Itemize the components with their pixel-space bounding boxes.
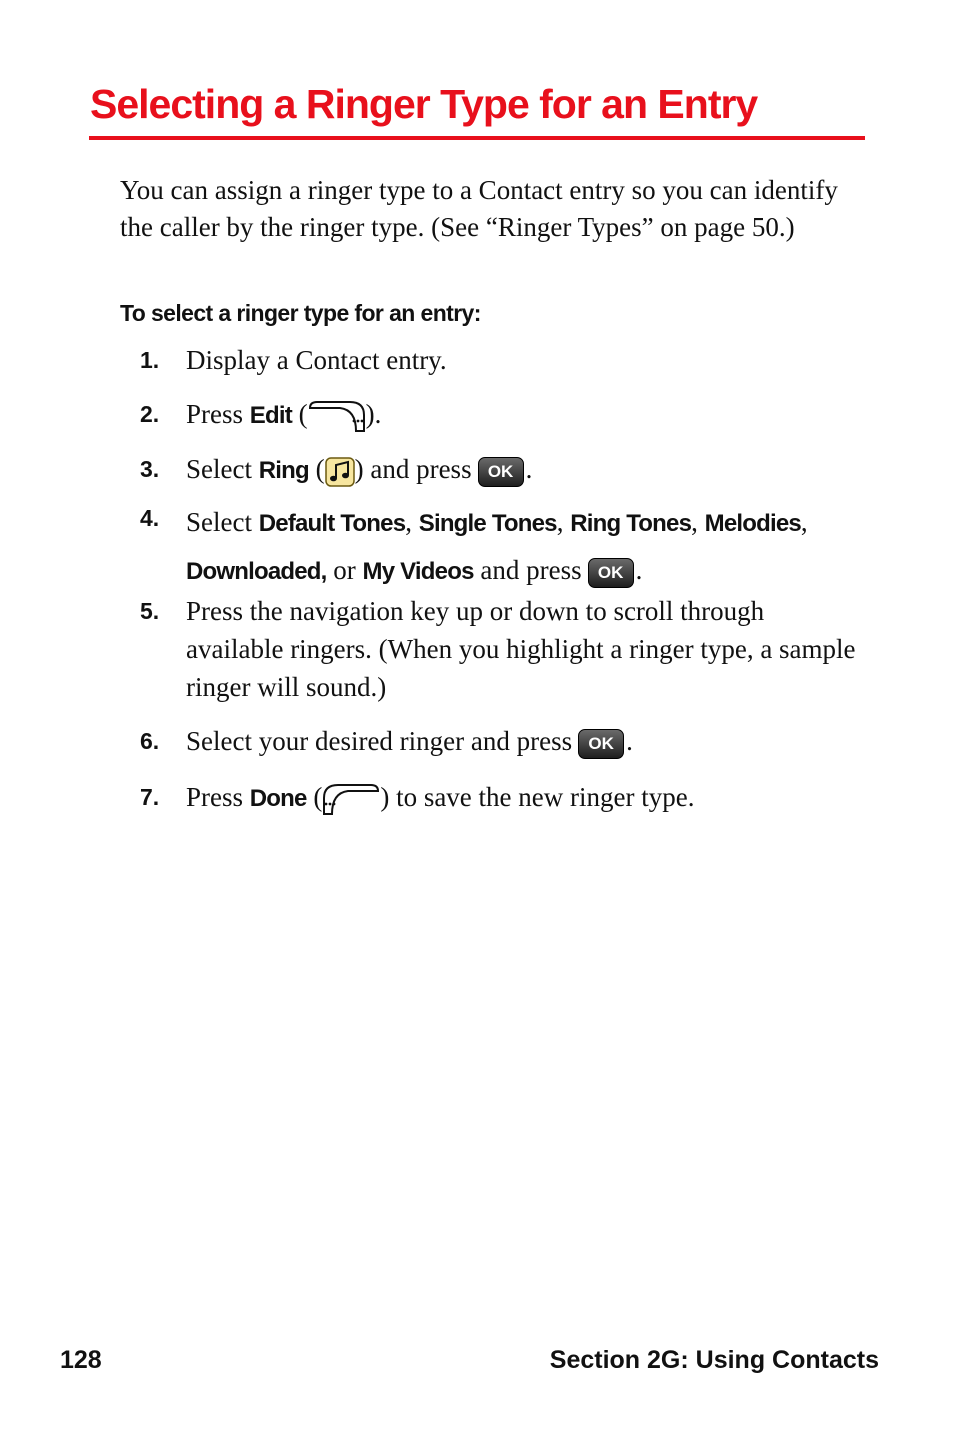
step-text-part: Select your desired ringer and press xyxy=(186,726,573,756)
step-text-part: ( xyxy=(306,782,323,812)
step-text xyxy=(186,450,866,490)
step-text: Display a Contact entry. xyxy=(186,345,447,375)
step-text-part: Press xyxy=(186,399,250,429)
step-text-part: , xyxy=(556,507,571,537)
step-text-part: . xyxy=(635,555,643,585)
step-number: 2. xyxy=(140,401,160,427)
step-text xyxy=(186,499,866,595)
step-text xyxy=(186,722,866,760)
right-softkey-icon xyxy=(308,399,366,435)
step-text-part: ( xyxy=(308,454,325,484)
option-default-tones: Default Tones xyxy=(258,510,406,537)
softkey-name-done: Done xyxy=(249,785,307,812)
step-number: 4. xyxy=(140,505,160,531)
step-number: 6. xyxy=(140,728,160,754)
page-title: Selecting a Ringer Type for an Entry xyxy=(90,81,758,127)
ok-key-icon: OK xyxy=(478,457,524,487)
step-text-part: ) and press xyxy=(354,454,472,484)
step-text-part: , xyxy=(691,507,705,537)
step-text-part: or xyxy=(326,555,363,585)
step-number: 1. xyxy=(140,347,160,373)
step-text-part: and press xyxy=(473,555,582,585)
page-number: 128 xyxy=(60,1346,102,1374)
music-note-icon xyxy=(325,457,355,487)
step-text: Press the navigation key up or down to scroll through available ringers. (When you highlight a ringer type, a sample ringer will sound.) xyxy=(186,596,856,702)
step-number: 3. xyxy=(140,456,160,482)
step-number: 7. xyxy=(140,784,160,810)
step-text-part: . xyxy=(525,454,533,484)
step-text-part: ( xyxy=(291,399,308,429)
ok-key-icon: OK xyxy=(578,729,624,759)
title-rule xyxy=(89,136,865,140)
step-text-part: . xyxy=(626,726,633,756)
option-my-videos: My Videos xyxy=(362,558,474,585)
option-downloaded: Downloaded, xyxy=(186,558,327,585)
softkey-name-edit: Edit xyxy=(249,402,292,429)
ok-key-icon: OK xyxy=(588,558,634,588)
option-melodies: Melodies xyxy=(704,510,801,537)
step-text-part: Press xyxy=(186,782,250,812)
step-text-part: Select xyxy=(186,454,259,484)
step-text-part: ). xyxy=(365,399,382,429)
step-text-part: Select xyxy=(186,507,259,537)
left-softkey-icon xyxy=(322,782,380,818)
step-number: 5. xyxy=(140,598,160,624)
intro-paragraph: You can assign a ringer type to a Contact entry so you can identify the caller by the ringer type. (See “Ringer Types” on page 50.) xyxy=(120,175,838,242)
menu-name-ring: Ring xyxy=(258,457,309,484)
option-single-tones: Single Tones xyxy=(418,510,557,537)
step-text xyxy=(186,395,866,435)
section-label: Section 2G: Using Contacts xyxy=(549,1346,879,1374)
step-text-part: , xyxy=(405,507,419,537)
step-text-part: , xyxy=(800,507,808,537)
step-text xyxy=(186,778,866,818)
option-ring-tones: Ring Tones xyxy=(570,510,692,537)
procedure-lead: To select a ringer type for an entry: xyxy=(120,300,481,326)
step-text-part: ) to save the new ringer type. xyxy=(380,782,695,812)
